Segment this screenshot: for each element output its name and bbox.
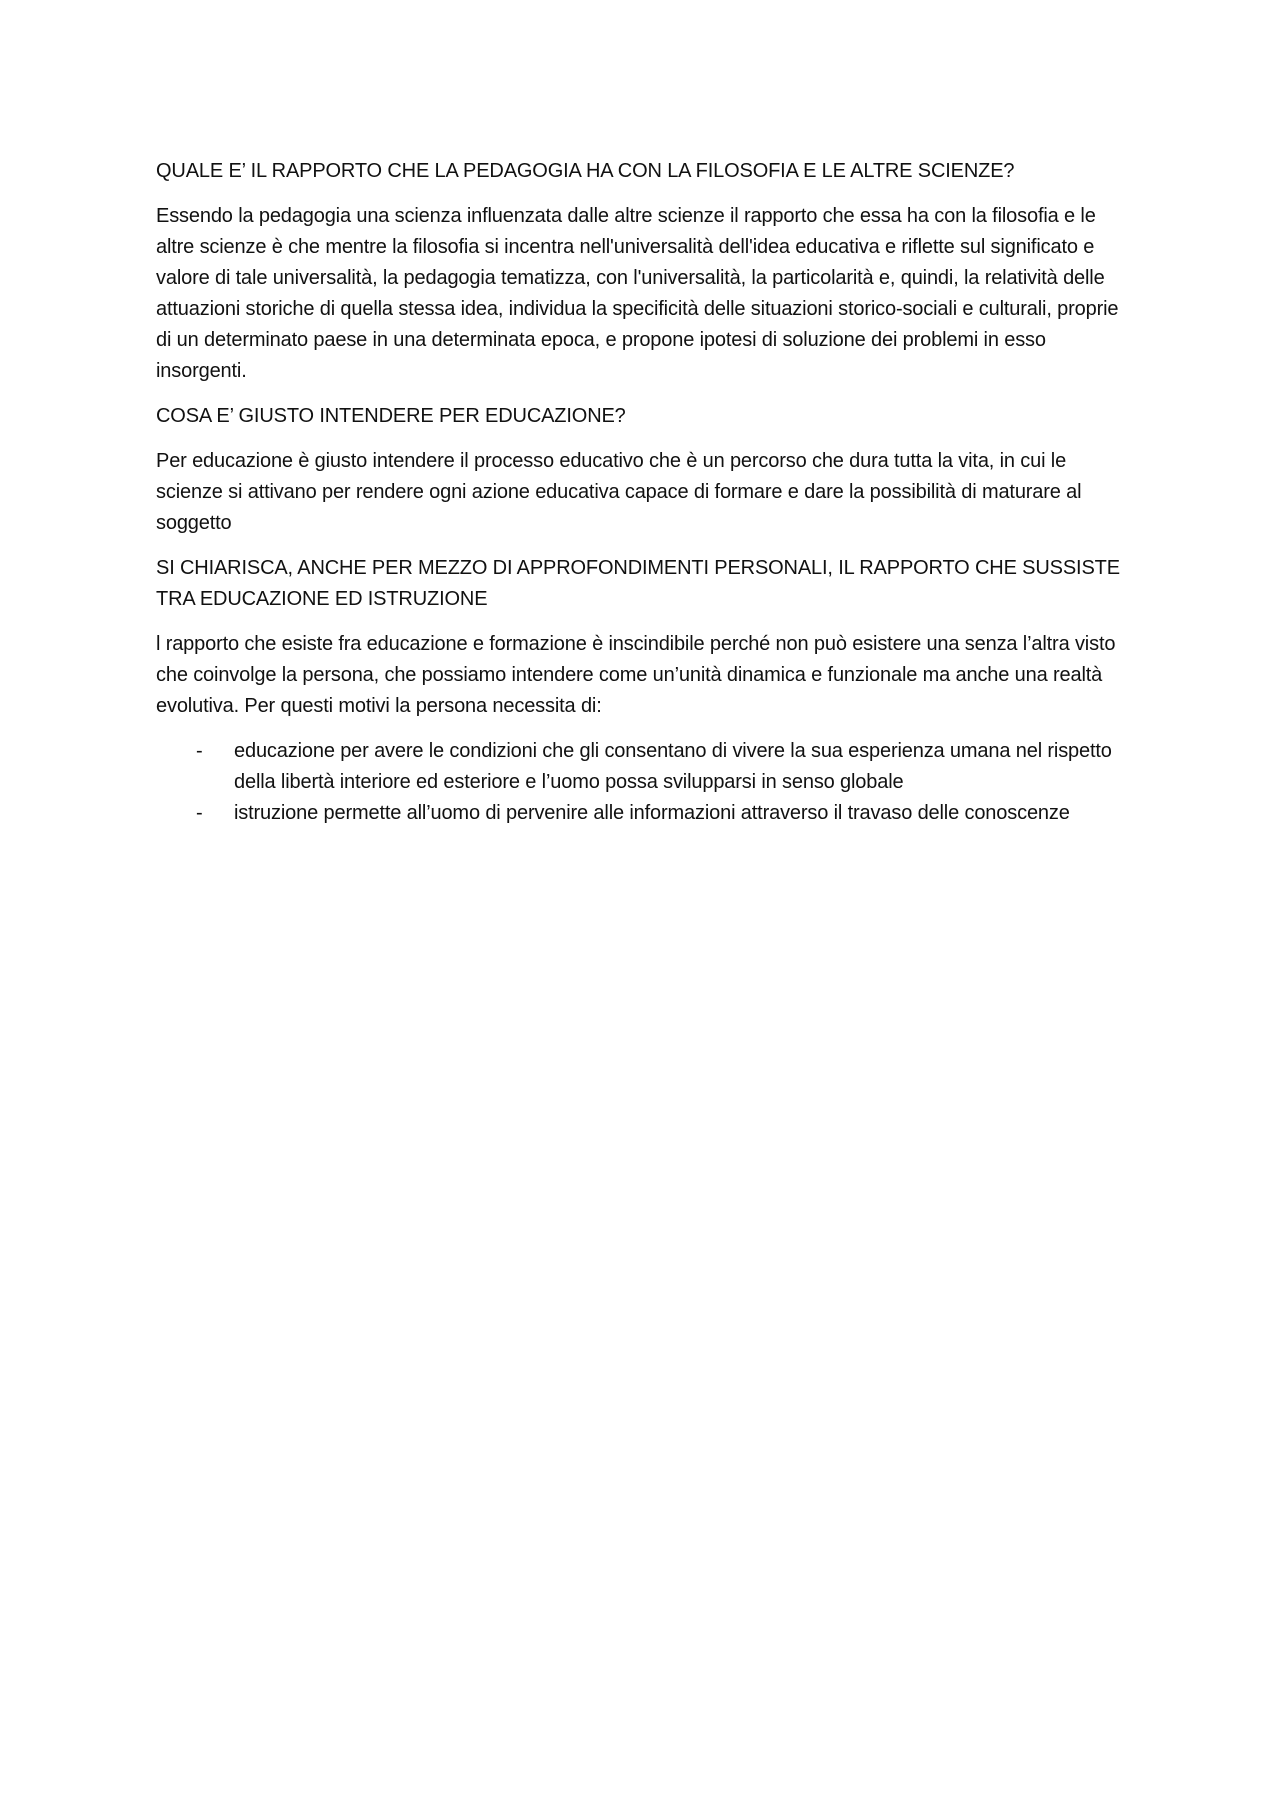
question-1: QUALE E’ IL RAPPORTO CHE LA PEDAGOGIA HA CON LA FILOSOFIA E LE ALTRE SCIENZE? bbox=[156, 160, 1015, 182]
list-marker: - bbox=[196, 802, 203, 824]
document-body bbox=[156, 156, 1136, 829]
question-3: SI CHIARISCA, ANCHE PER MEZZO DI APPROFONDIMENTI PERSONALI, IL RAPPORTO CHE SUSSISTE TRA EDUCAZIONE ED ISTRUZIONE bbox=[156, 557, 1120, 610]
bullet-list bbox=[156, 736, 1136, 829]
list-item-text: educazione per avere le condizioni che gli consentano di vivere la sua esperienza umana nel rispetto della libertà interiore ed esteriore e l’uomo possa svilupparsi in senso globale bbox=[234, 740, 1112, 793]
answer-3: l rapporto che esiste fra educazione e formazione è inscindibile perché non può esistere una senza l’altra visto che coinvolge la persona, che possiamo intendere come un’unità dinamica e funzionale ma anche una realtà evolutiva. Per questi motivi la persona necessita di: bbox=[156, 633, 1116, 717]
question-2: COSA E’ GIUSTO INTENDERE PER EDUCAZIONE? bbox=[156, 405, 626, 427]
list-item-text: istruzione permette all’uomo di pervenire alle informazioni attraverso il travaso delle conoscenze bbox=[234, 802, 1070, 824]
answer-2: Per educazione è giusto intendere il processo educativo che è un percorso che dura tutta la vita, in cui le scienze si attivano per rendere ogni azione educativa capace di formare e dare la possibilità di maturare al soggetto bbox=[156, 450, 1082, 534]
list-item bbox=[156, 798, 1136, 829]
list-item bbox=[156, 736, 1136, 798]
answer-1: Essendo la pedagogia una scienza influenzata dalle altre scienze il rapporto che essa ha con la filosofia e le altre scienze è che mentre la filosofia si incentra nell'universalità dell'idea educativa e riflette sul significato e valore di tale universalità, la pedagogia tematizza, con l'universalità, la particolarità e, quindi, la relatività delle attuazioni storiche di quella stessa idea, individua la specificità delle situazioni storico-sociali e culturali, proprie di un determinato paese in una determinata epoca, e propone ipotesi di soluzione dei problemi in esso insorgenti. bbox=[156, 205, 1119, 382]
list-marker: - bbox=[196, 740, 203, 762]
